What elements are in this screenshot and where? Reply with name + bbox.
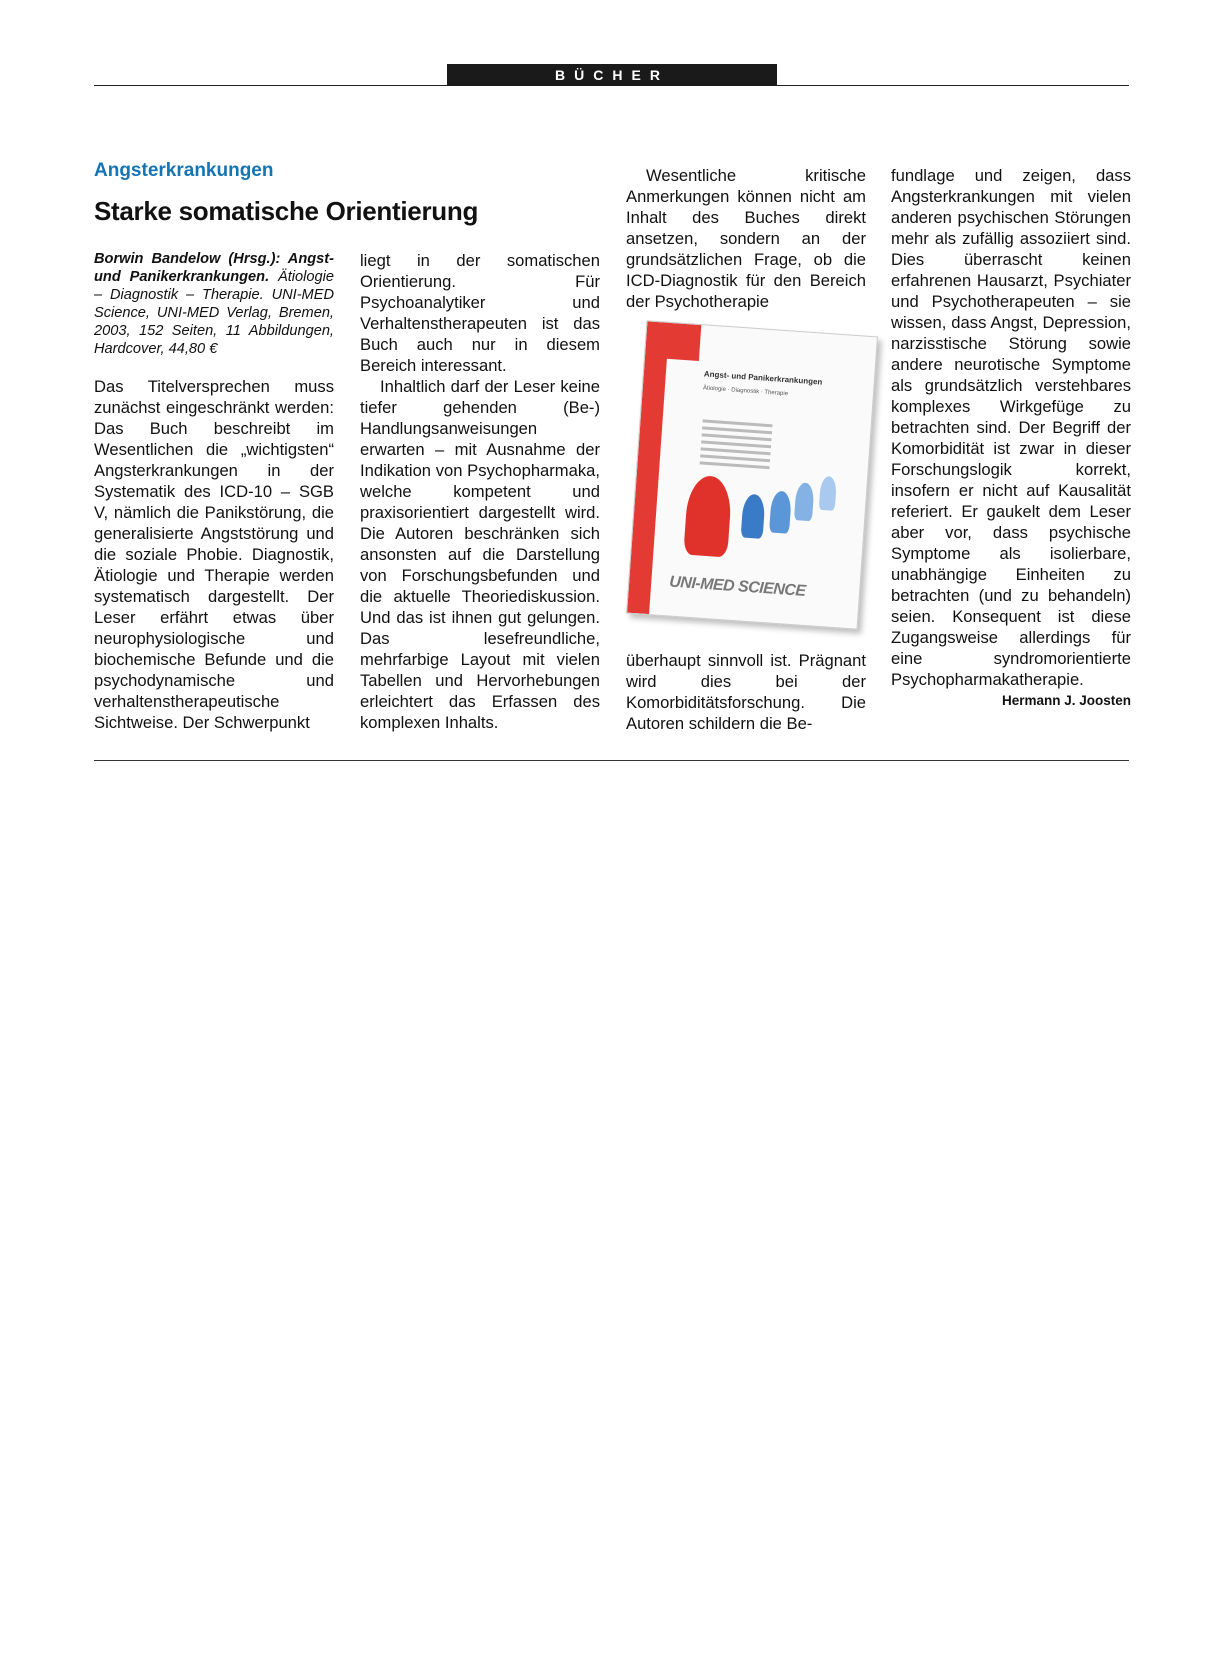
body-paragraph: überhaupt sinnvoll ist. Prägnant wird dies bei der Komorbiditätsforschung. Die Autoren schildern die Be-: [626, 651, 866, 733]
body-text: fundlage und zeigen, dass Angsterkrankungen mit vielen anderen psychischen Störungen mehr als zufällig assoziiert sind. Dies überrascht keinen erfahrenen Hausarzt, Psychiater und Psychotherapeuten – sie wissen, dass Angst, Depression, narzisstische Störung sowie andere neurotische Symptome als grundsätzlich verstehbares komplexes Wirkgefüge zu betrachten sind. Der Begriff der Komorbidität ist zwar in dieser Forschungslogik korrekt, insofern er nicht auf Kausalität referiert. Er gaukelt dem Leser aber vor, dass psychische Symptome als isolierbare, unabhängige Einheiten zu betrachten (und zu behandeln) seien. Konsequent ist diese Zugangsweise allerdings für eine syndromorientierte Psychopharmakatherapie.: [891, 166, 1131, 689]
body-paragraph: liegt in der somatischen Orientierung. Für Psychoanalytiker und Verhaltenstherapeuten ist das Buch auch nur in diesem Bereich interessant.: [360, 251, 600, 375]
cover-figure-blue: [819, 476, 837, 511]
bibliography-author: Borwin Bandelow (Hrsg.): Angst- und Panikerkrankungen.: [94, 251, 334, 285]
cover-author-list: [699, 415, 773, 473]
column-3-top: [626, 165, 866, 312]
bibliography: [94, 250, 334, 358]
column-2: [360, 250, 600, 733]
column-3-bottom: [626, 650, 866, 734]
body-paragraph: Das Titelversprechen muss zunächst eingeschränkt werden: Das Buch beschreibt im Wesentlichen die „wichtigsten“ Angsterkrankungen in der Systematik des ICD-10 – SGB V, nämlich die Panikstörung, die generalisierte Angststörung und die soziale Phobie. Diagnostik, Ätiologie und Therapie werden systematisch dargestellt. Der Leser erfährt etwas über neurophysiologische und biochemische Befunde und die psychodynamische und verhaltenstherapeutische Sichtweise. Der Schwerpunkt: [94, 377, 334, 732]
article-bottom-rule: [94, 760, 1129, 761]
section-label: BÜCHER: [447, 64, 777, 86]
cover-figure-blue: [741, 493, 766, 538]
body-paragraph: [891, 165, 1131, 708]
review-signature: Hermann J. Joosten: [1001, 693, 1131, 708]
cover-red-band: [627, 321, 669, 614]
article-kicker: Angsterkrankungen: [94, 160, 274, 181]
cover-figure-red: [683, 475, 732, 558]
cover-figure-blue: [794, 482, 815, 521]
cover-title: Angst- und Panikerkrankungen: [703, 369, 823, 387]
publisher-logo: UNI-MED SCIENCE: [668, 573, 807, 600]
cover-figure-blue: [769, 490, 792, 533]
body-paragraph: Wesentliche kritische Anmerkungen können nicht am Inhalt des Buches direkt ansetzen, sondern an der grundsätzlichen Frage, ob die ICD-Diagnostik für den Bereich der Psychotherapie: [626, 166, 866, 311]
body-paragraph: Inhaltlich darf der Leser keine tiefer gehenden (Be-) Handlungsanweisungen erwarten – mit Ausnahme der Indikation von Psychopharmaka, welche kompetent und praxisorientiert dargestellt wird. Die Autoren beschränken sich ansonsten auf die Darstellung von Forschungsbefunden und die aktuelle Theoriediskussion. Und das ist ihnen gut gelungen. Das lesefreundliche, mehrfarbige Layout mit vielen Tabellen und Hervorhebungen erleichtert das Erfassen des komplexen Inhalts.: [360, 377, 600, 732]
column-1: [94, 250, 334, 733]
cover-subtitle: Ätiologie · Diagnostik · Therapie: [702, 385, 789, 398]
column-4: [891, 165, 1131, 711]
cover-red-tab: [663, 323, 701, 361]
article-headline: Starke somatische Orientierung: [94, 196, 479, 226]
book-cover-image: [626, 320, 878, 629]
bibliography-details: Ätiologie – Diagnostik – Therapie. UNI-MED Science, UNI-MED Verlag, Bremen, 2003, 152 Seiten, 11 Abbildungen, Hardcover, 44,80 €: [94, 269, 334, 357]
